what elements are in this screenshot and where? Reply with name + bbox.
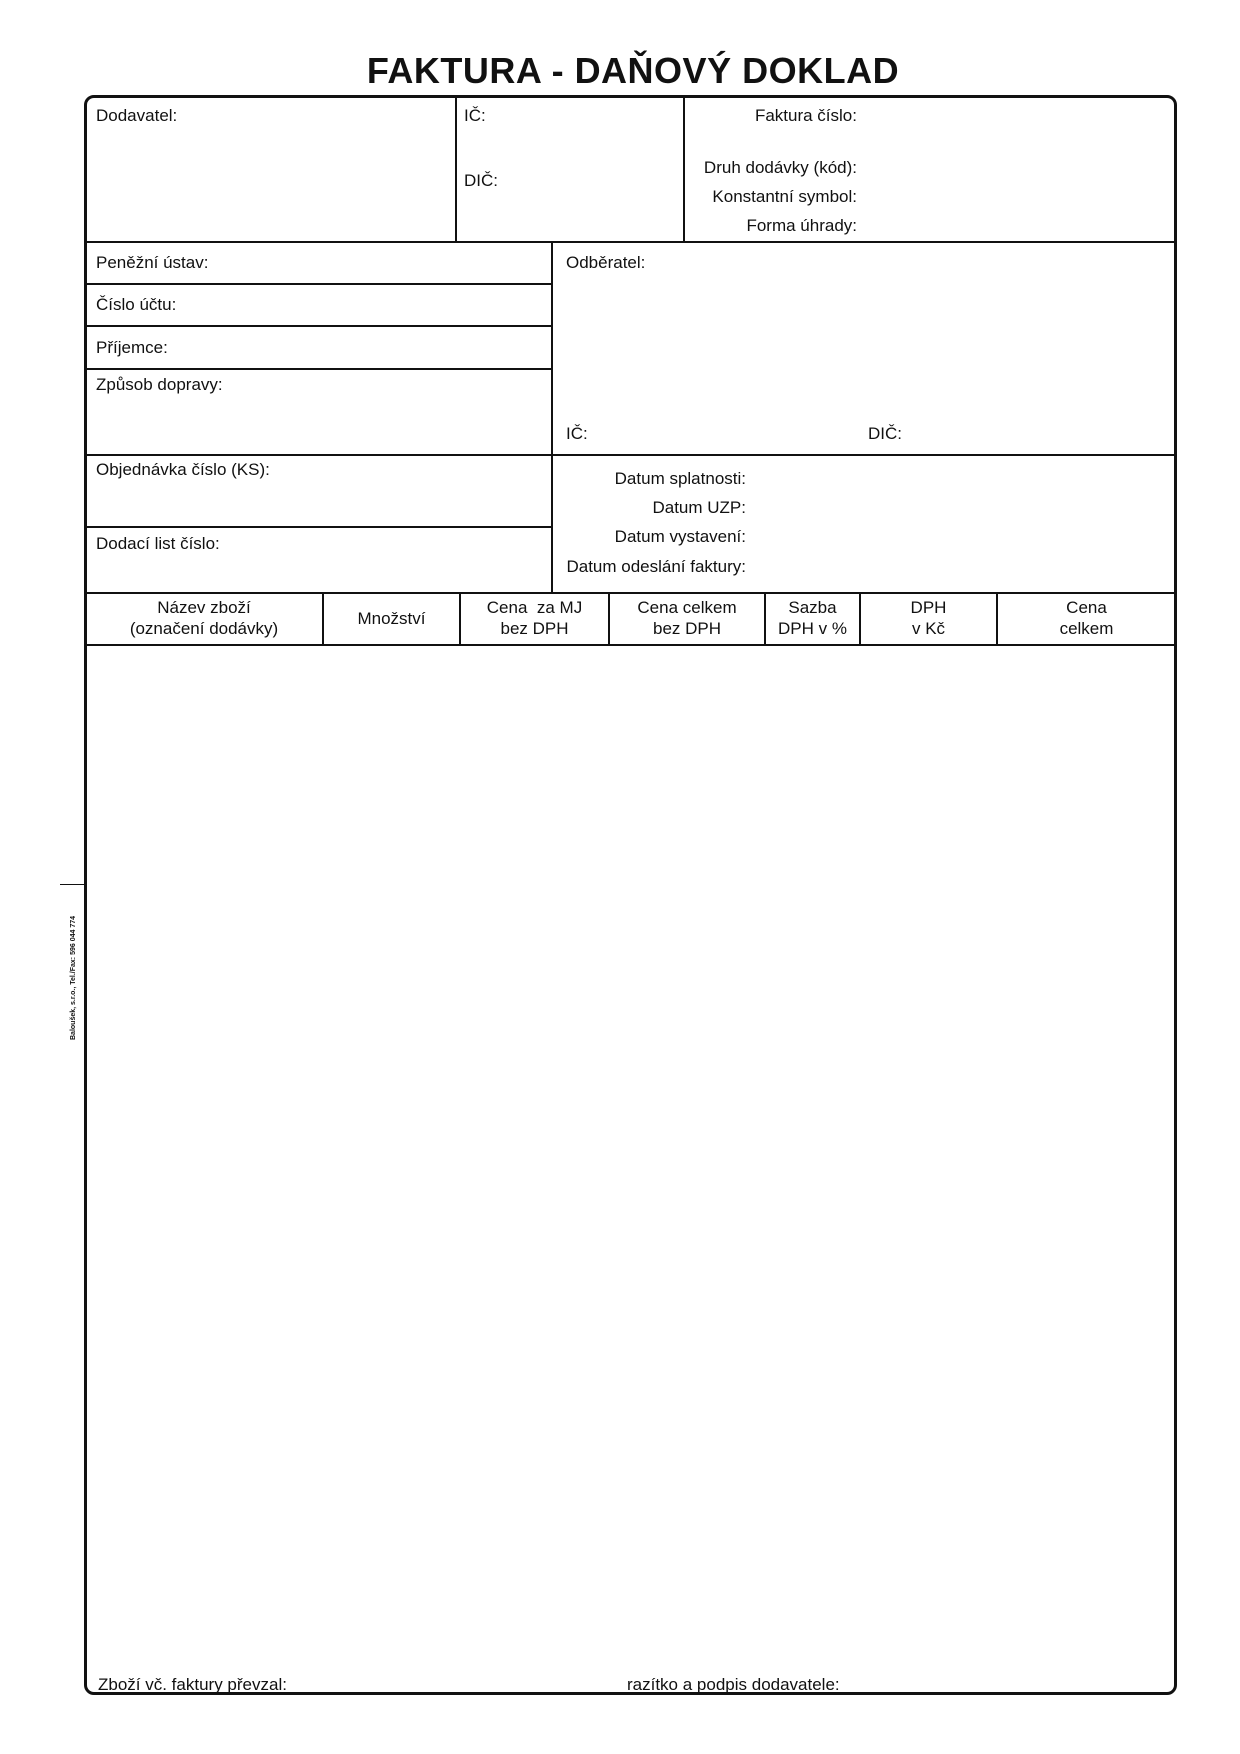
- column-header-vat-rate-line2: DPH v %: [778, 619, 847, 638]
- transport-label: Způsob dopravy:: [96, 375, 223, 394]
- column-header-unit-price: [461, 597, 608, 639]
- customer-ic-label: IČ:: [566, 424, 588, 443]
- column-header-total-line1: Cena: [1066, 598, 1107, 617]
- column-header-item-line1: Název zboží: [157, 598, 251, 617]
- supplier-ic-label: IČ:: [464, 106, 486, 125]
- side-print-note: Baloušek, s.r.o., Tel./Fax: 596 044 774: [70, 916, 77, 1040]
- stamp-signature-label: razítko a podpis dodavatele:: [627, 1675, 840, 1694]
- column-header-unit-price-line2: bez DPH: [500, 619, 569, 638]
- divider-supplier: [455, 97, 457, 241]
- document-title: FAKTURA - DAŇOVÝ DOKLAD: [366, 50, 900, 91]
- delivery-note-label: Dodací list číslo:: [96, 534, 220, 553]
- column-header-item: [86, 597, 322, 639]
- divider-table-top: [86, 592, 1175, 594]
- divider-account: [86, 325, 551, 327]
- divider-top-section: [86, 241, 1175, 243]
- recipient-label: Příjemce:: [96, 338, 168, 357]
- supplier-dic-label: DIČ:: [464, 171, 498, 190]
- received-by-label: Zboží vč. faktury převzal:: [98, 1675, 287, 1694]
- invoice-frame: [84, 95, 1177, 1695]
- issue-date-label: Datum vystavení:: [614, 527, 746, 546]
- invoice-number-label: Faktura číslo:: [754, 106, 857, 125]
- column-header-vat-amount-line1: DPH: [910, 598, 947, 617]
- column-header-total-no-vat-line1: Cena celkem: [637, 598, 737, 617]
- column-header-total-no-vat-line2: bez DPH: [652, 619, 722, 638]
- divider-ic: [683, 97, 685, 241]
- payment-form-label: Forma úhrady:: [746, 216, 857, 235]
- divider-recipient: [86, 368, 551, 370]
- column-header-item-line2: (označení dodávky): [129, 619, 279, 638]
- column-header-vat-amount: [861, 597, 996, 639]
- divider-bank: [86, 283, 551, 285]
- divider-order: [86, 526, 551, 528]
- column-header-quantity-line1: Množství: [357, 609, 426, 628]
- customer-label: Odběratel:: [566, 253, 646, 272]
- divider-middle: [551, 241, 553, 593]
- due-date-label: Datum splatnosti:: [614, 469, 746, 488]
- delivery-type-label: Druh dodávky (kód):: [703, 158, 857, 177]
- column-header-total: [998, 597, 1175, 639]
- uzp-date-label: Datum UZP:: [652, 498, 746, 517]
- divider-customer: [86, 454, 1175, 456]
- bank-institution-label: Peněžní ústav:: [96, 253, 209, 272]
- supplier-label: Dodavatel:: [96, 106, 178, 125]
- constant-symbol-label: Konstantní symbol:: [712, 187, 857, 206]
- column-header-total-line2: celkem: [1059, 619, 1114, 638]
- column-header-vat-amount-line2: v Kč: [911, 619, 946, 638]
- column-header-total-no-vat: [610, 597, 764, 639]
- account-number-label: Číslo účtu:: [96, 295, 177, 314]
- customer-dic-label: DIČ:: [868, 424, 902, 443]
- side-mark: [60, 884, 84, 885]
- sent-date-label: Datum odeslání faktury:: [566, 557, 746, 576]
- divider-table-header: [86, 644, 1175, 646]
- column-header-unit-price-line1: Cena za MJ: [486, 598, 583, 617]
- column-header-quantity: [324, 608, 459, 629]
- column-header-vat-rate: [766, 597, 859, 639]
- order-number-label: Objednávka číslo (KS):: [96, 460, 270, 479]
- column-header-vat-rate-line1: Sazba: [788, 598, 837, 617]
